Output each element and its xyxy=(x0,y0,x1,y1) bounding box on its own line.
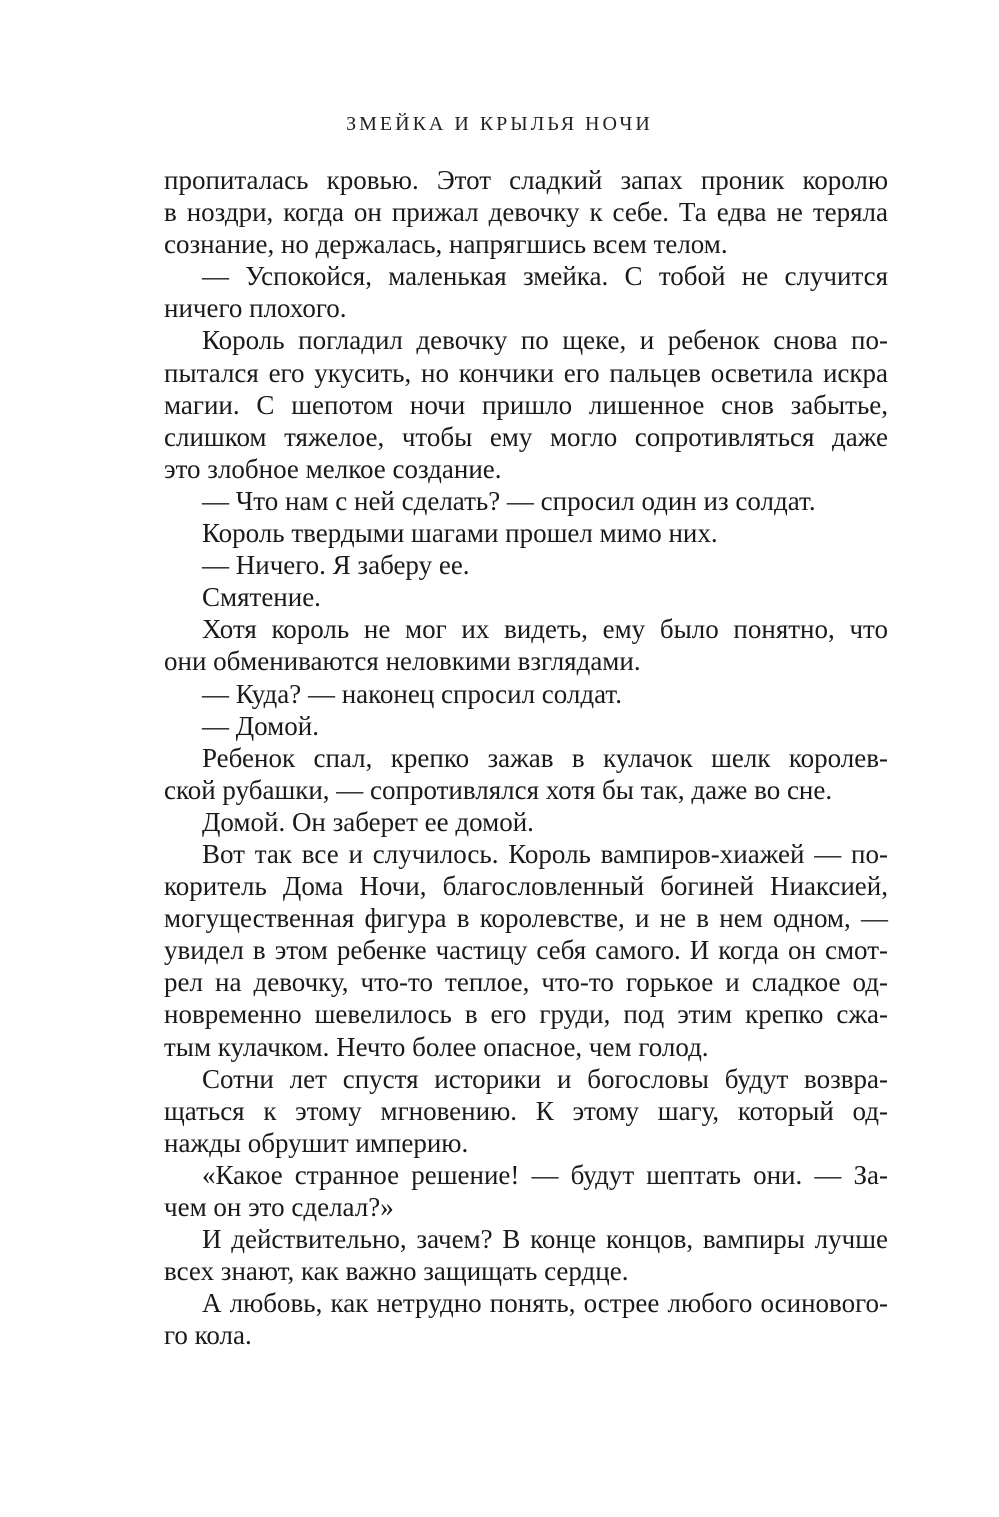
text-line: ничего плохого. xyxy=(164,293,347,324)
text-line: нажды обрушит империю. xyxy=(164,1127,469,1158)
text-line: Домой. Он заберет ее домой. xyxy=(202,806,534,837)
text-line: Ребенок спал, крепко зажав в кулачок шелк королев- xyxy=(202,742,888,773)
text-line: сознание, но держалась, напрягшись всем телом. xyxy=(164,229,728,260)
text-line: рел на девочку, что-то теплое, что-то горькое и сладкое од- xyxy=(164,967,888,998)
text-line: пытался его укусить, но кончики его пальцев осветила искра xyxy=(164,357,888,388)
text-line: могущественная фигура в королевстве, и не в нем одном, — xyxy=(164,903,888,934)
text-line: «Какое странное решение! — будут шептать они. — За- xyxy=(202,1159,888,1190)
text-line: го кола. xyxy=(164,1320,252,1351)
text-line: тым кулачком. Нечто более опасное, чем голод. xyxy=(164,1031,709,1062)
text-line: чем он это сделал?» xyxy=(164,1192,394,1222)
text-line: — Куда? — наконец спросил солдат. xyxy=(202,678,622,709)
text-line: — Домой. xyxy=(202,710,319,741)
text-line: пропиталась кровью. Этот сладкий запах проник королю xyxy=(164,165,888,195)
text-line: магии. С шепотом ночи пришло лишенное снов забытье, xyxy=(164,389,888,420)
text-line: ской рубашки, — сопротивлялся хотя бы так, даже во сне. xyxy=(164,774,833,805)
text-line: Вот так все и случилось. Король вампиров-хиажей — по- xyxy=(202,838,888,869)
text-line: они обмениваются неловкими взглядами. xyxy=(164,646,641,677)
text-line: — Ничего. Я заберу ее. xyxy=(202,550,470,581)
text-line: в ноздри, когда он прижал девочку к себе. Та едва не теряла xyxy=(164,197,888,228)
text-line: А любовь, как нетрудно понять, острее любого осинового- xyxy=(202,1288,888,1319)
text-line: коритель Дома Ночи, благословленный богиней Ниаксией, xyxy=(164,871,888,902)
text-line: — Что нам с ней сделать? — спросил один из солдат. xyxy=(202,485,816,516)
text-line: это злобное мелкое создание. xyxy=(164,453,502,484)
text-line: Сотни лет спустя историки и богословы будут возвра- xyxy=(202,1063,888,1094)
body-text xyxy=(164,164,888,1351)
running-head: ЗМЕЙКА И КРЫЛЬЯ НОЧИ xyxy=(346,113,653,135)
text-line: И действительно, зачем? В конце концов, вампиры лучше xyxy=(202,1224,888,1255)
text-line: щаться к этому мгновению. К этому шагу, который од- xyxy=(164,1095,888,1126)
text-line: Король погладил девочку по щеке, и ребенок снова по- xyxy=(202,325,888,356)
text-line: Король твердыми шагами прошел мимо них. xyxy=(202,518,718,549)
text-line: — Успокойся, маленькая змейка. С тобой не случится xyxy=(202,261,888,292)
text-line: Смятение. xyxy=(202,582,321,613)
text-line: увидел в этом ребенке частицу себя самого. И когда он смот- xyxy=(164,935,888,966)
text-line: всех знают, как важно защищать сердце. xyxy=(164,1256,629,1287)
text-line: Хотя король не мог их видеть, ему было понятно, что xyxy=(202,614,888,645)
text-line: новременно шевелилось в его груди, под этим крепко сжа- xyxy=(164,999,888,1030)
text-line: слишком тяжелое, чтобы ему могло сопротивляться даже xyxy=(164,421,888,452)
